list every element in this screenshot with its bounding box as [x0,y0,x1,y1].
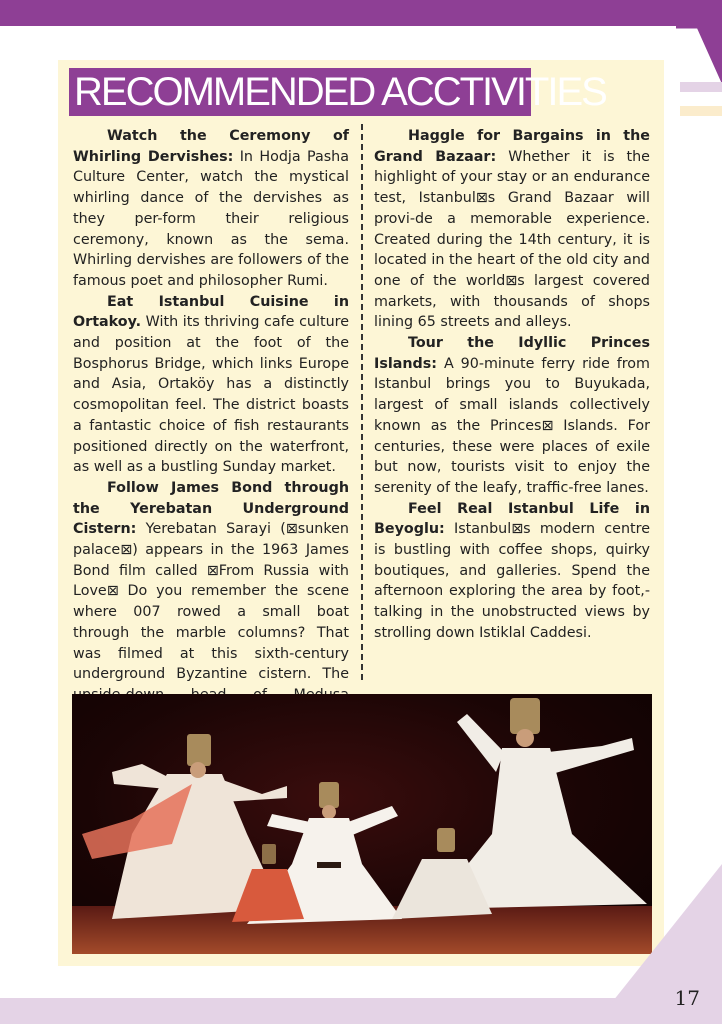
top-corner-decoration [676,0,722,84]
top-color-band [0,0,722,26]
page-title-text: RECOMMENDED ACCTIVITIES [74,69,606,114]
activity-body: Yerebatan Sarayi (⊠sunken palace⊠) appears in the 1963 James Bond film called ⊠From Russia with Love⊠ Do you remember the scene where 007 rowed a small boat through the marble columns? That was filmed at this sixth-century underground Byzantine cistern. The [73,521,349,683]
page-number: 17 [674,986,700,1010]
activity-title: Follow James Bond through the Yerebatan Underground Cistern: [73,479,349,538]
activity-body: With its thriving cafe culture and position at the foot of the Bosphorus Bridge, which links Europe and Asia, Ortaköy has a distinctly cosmopolitan feel. The district boasts a fantastic choice of fish restaurants positioned directly on the waterfront, as well as a bustling Sunday market. [73,314,349,476]
activity-title: Eat Istanbul Cuisine in Ortakoy. [73,293,349,331]
dervishes-illustration [72,694,652,954]
side-decoration-bar [680,106,722,116]
activity-body: In Hodja Pasha Culture Center, watch the mystical whirling dance of the dervishes as they per-form their religious ceremony, known as the sema. Whirling dervishes are followers of the famous poet and philosopher Rumi. [73,148,349,289]
activity-title: Watch the Ceremony of Whirling Dervishes: [73,128,349,165]
activity-title: Haggle for Bargains in the Grand Bazaar: [374,128,650,165]
activity-body: A 90-minute ferry ride from Istanbul brings you to Buyukada, largest of small islands collectively known as the Princes⊠ Islands. For centuries, these were places of exile but now, tourists visit to enjoy the serenity of the leafy, traffic-free lanes. [374,355,650,496]
text-column-left [73,126,349,726]
activity-body: Whether it is the highlight of your stay or an endurance test, Istanbul⊠s Grand Bazaar will provi-de a memorable experience. Created during the 14th century, it is located in the heart of the old city and one of the world⊠s largest covered markets, with thousands of shops lining 65 streets and alleys. [374,148,650,331]
activity-beyoglu [374,499,650,644]
activity-cistern [73,478,349,726]
activity-islands [374,333,650,499]
activity-body: Istanbul⊠s modern centre is bustling with coffee shops, quirky boutiques, and galleries. Spend the afternoon exploring the area by foot,- talking in the unobstructed views by strolling down Istiklal Caddesi. [374,521,650,641]
activity-title: Feel Real Istanbul Life in Beyoglu: [374,500,650,538]
page-title [69,68,606,116]
activity-cuisine [73,292,349,478]
activity-title: Tour the Idyllic Princes Islands: [374,335,650,372]
side-decoration-bar [680,82,722,92]
text-column-right [374,126,650,644]
activity-bazaar [374,126,650,333]
whirling-dervishes-photo [72,694,652,954]
column-divider [361,124,363,680]
activity-whirling [73,126,349,292]
